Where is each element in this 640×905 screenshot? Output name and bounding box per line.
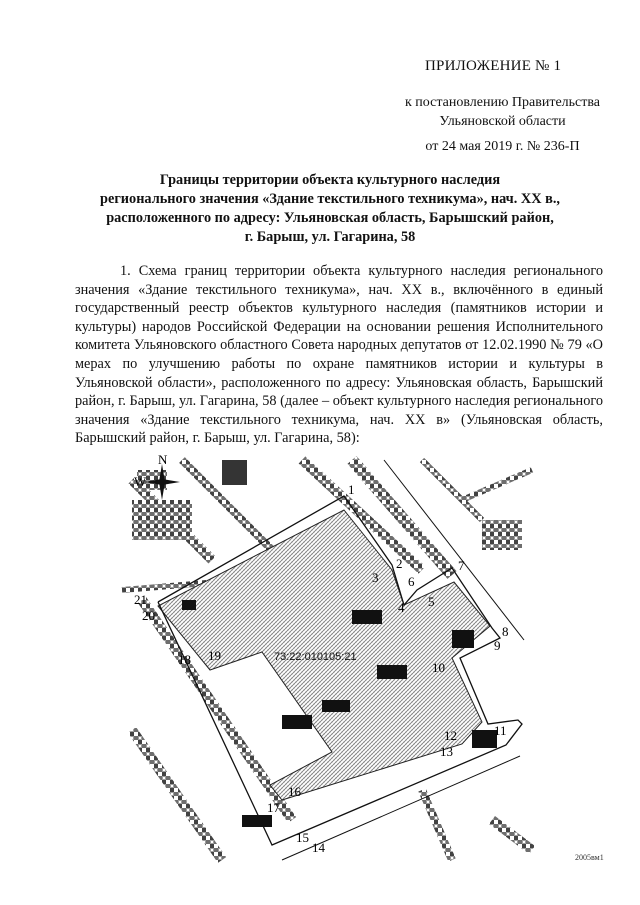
point-label-8: 8	[502, 624, 509, 639]
point-label-14: 14	[312, 840, 325, 855]
point-label-21: 21	[134, 592, 147, 607]
point-label-4: 4	[398, 600, 405, 615]
compass-west-label: W	[134, 474, 147, 489]
point-label-6: 6	[408, 574, 415, 589]
boundary-map	[122, 452, 538, 868]
decree-date: от 24 мая 2019 г. № 236-П	[425, 139, 580, 154]
heading-line-2: регионального значения «Здание текстильного техникума», нач. XX в.,	[100, 191, 560, 207]
point-label-19: 19	[208, 648, 221, 663]
point-label-15: 15	[296, 830, 309, 845]
cadastral-number: 73:22:010105:21	[274, 651, 357, 663]
point-label-2: 2	[396, 556, 403, 571]
point-label-12: 12	[444, 728, 457, 743]
point-label-20: 20	[142, 608, 155, 623]
heading-line-3: расположенного по адресу: Ульяновская область, Барышский район,	[106, 210, 554, 226]
point-label-7: 7	[458, 558, 465, 573]
point-label-3: 3	[372, 570, 379, 585]
point-label-10: 10	[432, 660, 445, 675]
decree-line-1: к постановлению Правительства	[404, 95, 601, 110]
document-heading	[80, 171, 580, 247]
point-label-13: 13	[440, 744, 453, 759]
point-label-1: 1	[348, 482, 355, 497]
compass-north-label: N	[158, 452, 168, 467]
heading-line-4: г. Барыш, ул. Гагарина, 58	[244, 229, 416, 245]
footer-code: 2005вм1	[575, 853, 604, 862]
decree-line-2: Ульяновской области	[439, 114, 566, 129]
body-paragraph-1: 1. Схема границ территории объекта культурного наследия регионального значения «Здание текстильного техникума», нач. XX в., включённого в единый государственный реестр объектов культурного наследия (памятников истории и культуры) народов Российской Федерации на основании решения Исполнительного комитета Ульяновского областного Совета народных депутатов от 12.02.1990 № 79 «О мерах по улучшению работы по охране памятников истории и культуры в Ульяновской области», расположенного по адресу: Ульяновская область, Барышский район, г. Барыш, ул. Гагарина, 58 (далее – объект культурного наследия регионального значения «Здание текстильного техникума, нач. XX в» (Ульяновская область, Барышский район, г. Барыш, ул. Гагарина, 58):	[75, 263, 603, 447]
appendix-title: ПРИЛОЖЕНИЕ № 1	[425, 58, 562, 74]
point-label-5: 5	[428, 594, 435, 609]
heading-line-1: Границы территории объекта культурного наследия	[159, 172, 501, 188]
point-label-18: 18	[178, 652, 191, 667]
point-label-9: 9	[494, 638, 501, 653]
decree-reference	[380, 93, 625, 156]
point-label-11: 11	[494, 723, 507, 738]
point-label-16: 16	[288, 784, 301, 799]
point-label-17: 17	[267, 800, 280, 815]
